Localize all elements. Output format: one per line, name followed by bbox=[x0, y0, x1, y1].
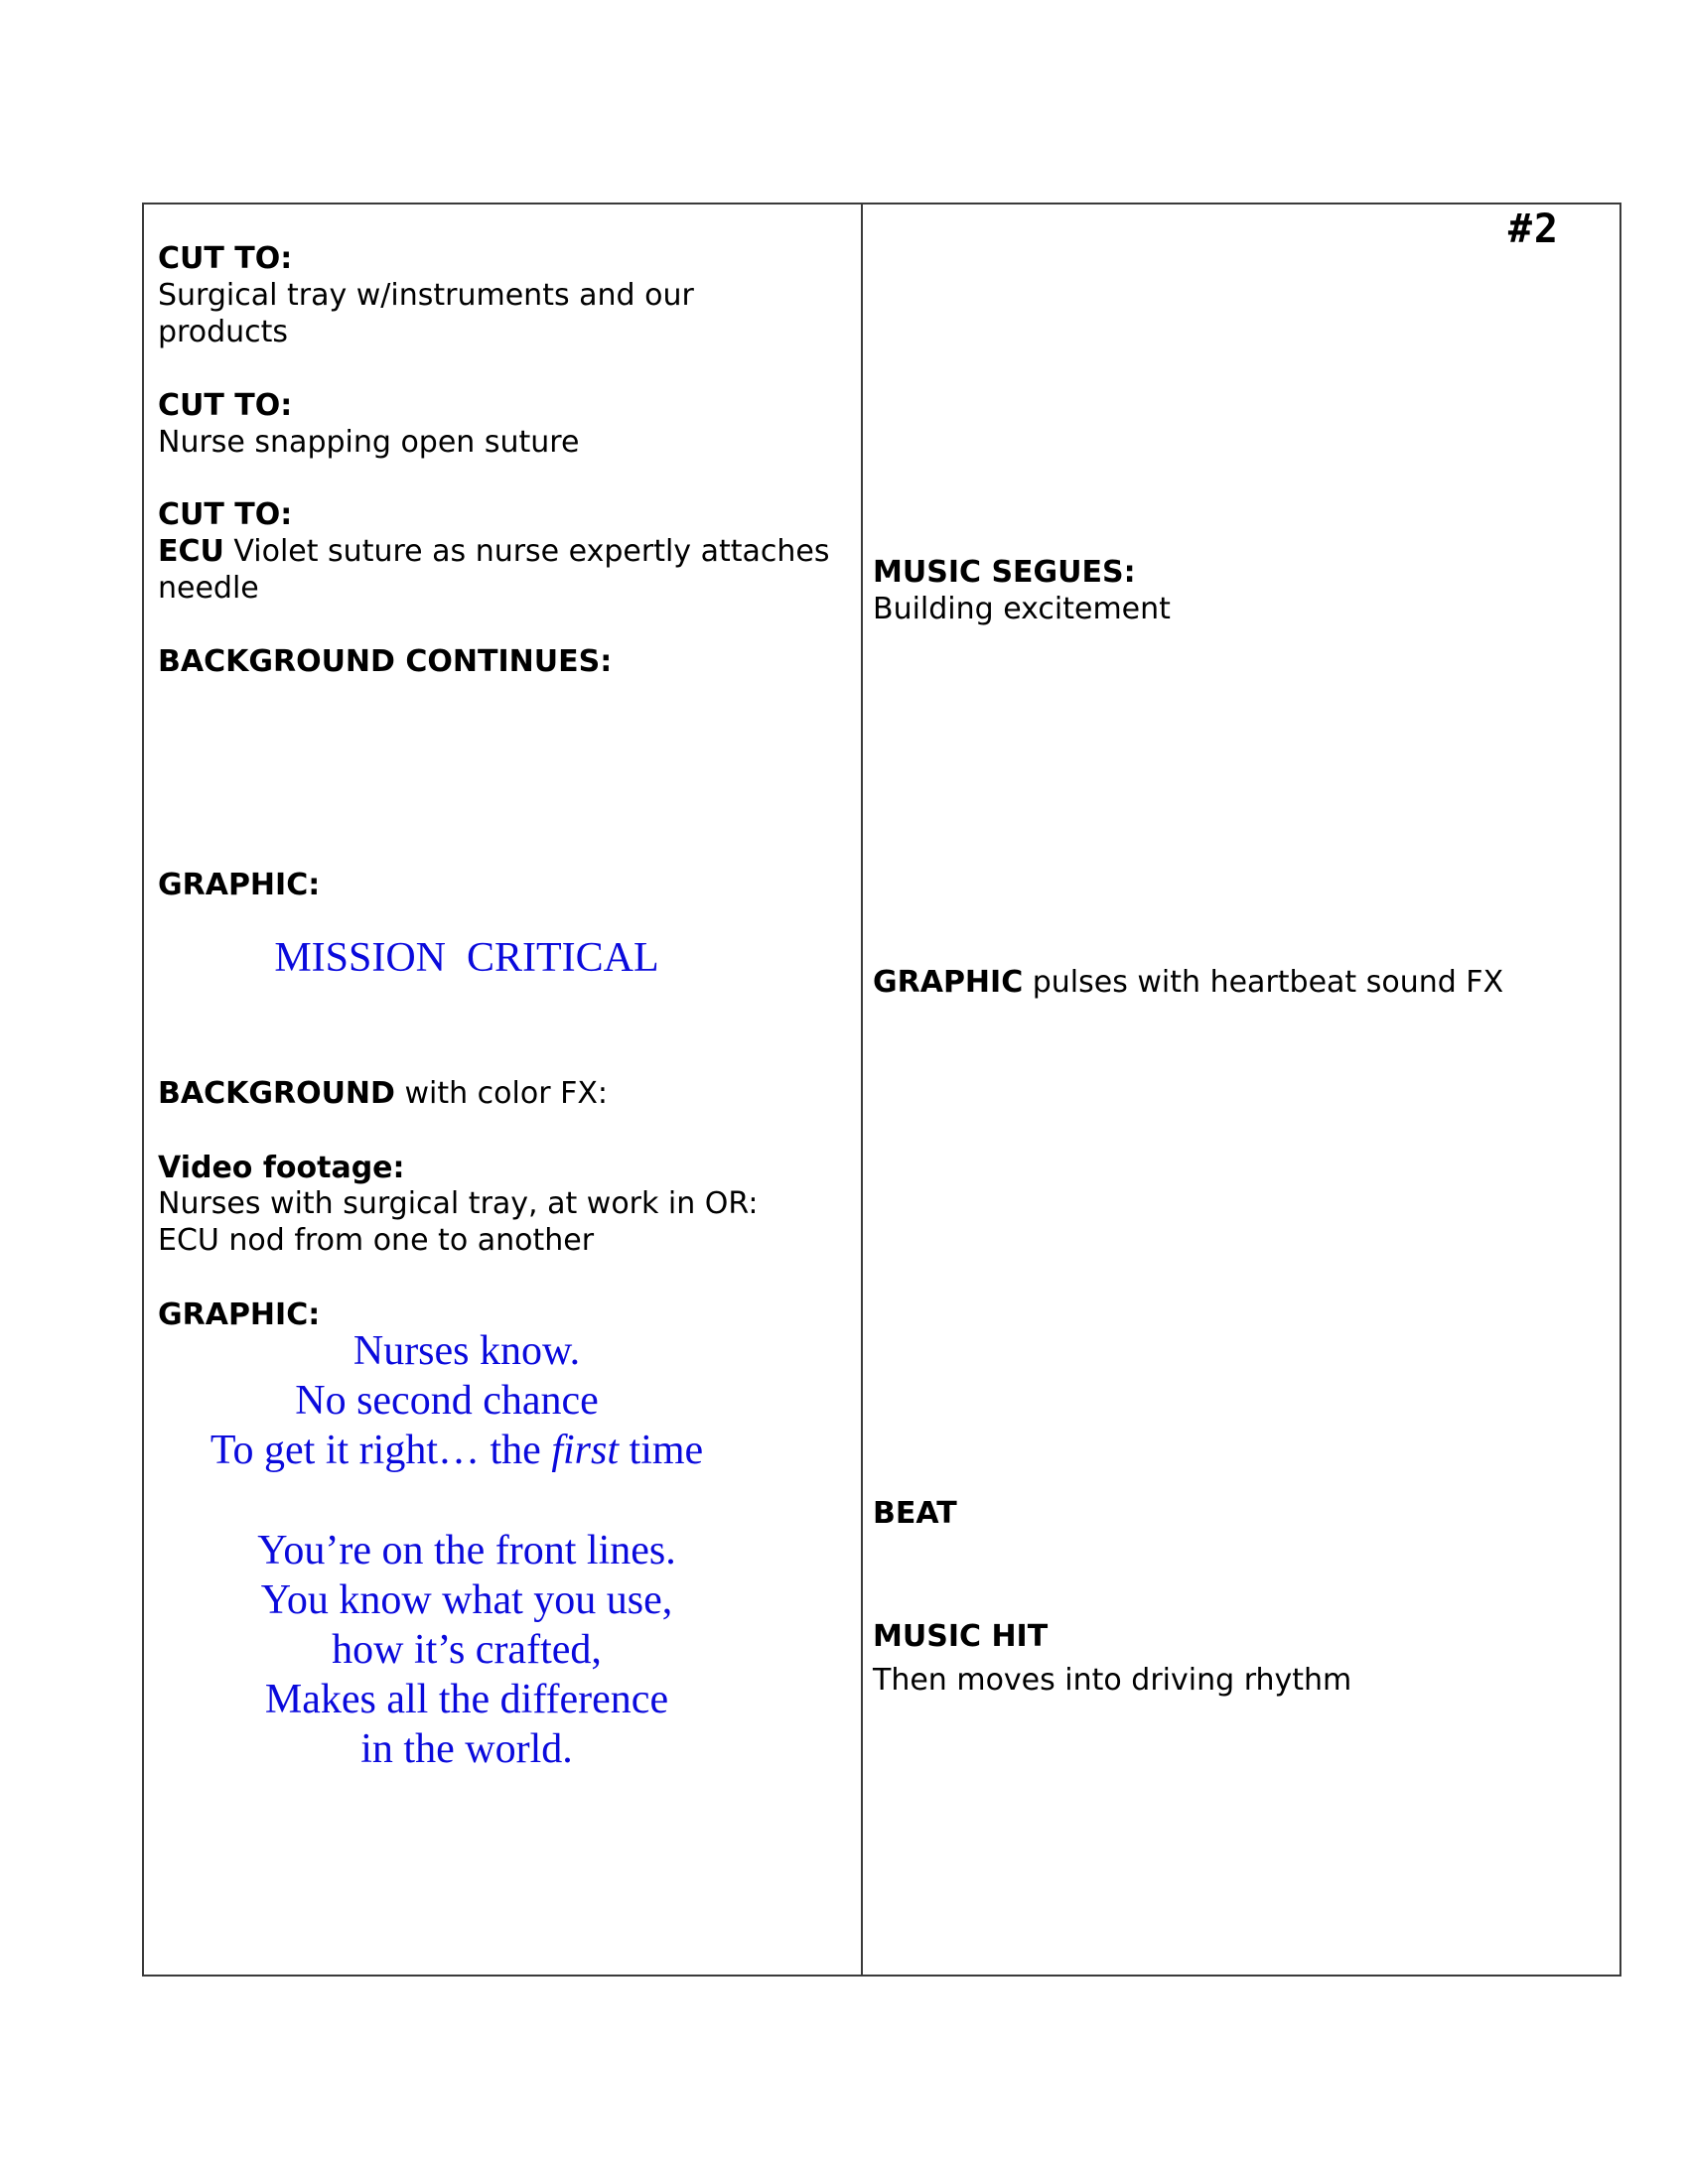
cut2-label: CUT TO: bbox=[158, 388, 293, 423]
background-fx-label: BACKGROUND bbox=[158, 1076, 395, 1111]
graphic2-line2: No second chance bbox=[295, 1378, 599, 1424]
cut1-line1: Surgical tray w/instruments and our bbox=[158, 278, 694, 313]
graphic2-line1: Nurses know. bbox=[352, 1328, 581, 1374]
script-table bbox=[142, 203, 1621, 1977]
graphic1-label: GRAPHIC: bbox=[158, 868, 321, 902]
graphic-pulses-rest: pulses with heartbeat sound FX bbox=[1023, 965, 1504, 1000]
beat-label: BEAT bbox=[873, 1496, 957, 1531]
graphic2-line3-b: time bbox=[619, 1428, 704, 1473]
graphic2-line3 bbox=[144, 1426, 770, 1476]
graphic2-line6: how it’s crafted, bbox=[332, 1627, 602, 1673]
cut1-line2: products bbox=[158, 315, 289, 349]
graphic2-line4: You’re on the front lines. bbox=[257, 1528, 676, 1573]
ecu-label: ECU bbox=[158, 534, 224, 569]
cut1-label: CUT TO: bbox=[158, 241, 293, 276]
cut3-line1 bbox=[158, 533, 829, 570]
cut3-line1-rest: Violet suture as nurse expertly attaches bbox=[223, 534, 830, 569]
footage-line1: Nurses with surgical tray, at work in OR: bbox=[158, 1186, 759, 1221]
column-divider bbox=[861, 205, 863, 1975]
cut3-label: CUT TO: bbox=[158, 497, 293, 532]
graphic-pulses bbox=[873, 964, 1503, 1001]
mission-critical-graphic: MISSION CRITICAL bbox=[274, 935, 659, 981]
page-number: #2 bbox=[1507, 206, 1560, 252]
footage-line2: ECU nod from one to another bbox=[158, 1223, 595, 1258]
graphic2-line3-a: To get it right… the bbox=[210, 1428, 552, 1473]
music-hit-text: Then moves into driving rhythm bbox=[873, 1663, 1352, 1698]
graphic2-line3-em: first bbox=[551, 1428, 620, 1473]
cut3-line2: needle bbox=[158, 571, 259, 606]
background-fx-rest: with color FX: bbox=[394, 1076, 608, 1111]
music-hit-label: MUSIC HIT bbox=[873, 1619, 1049, 1654]
graphic2-line5: You know what you use, bbox=[260, 1577, 673, 1623]
music-segues-text: Building excitement bbox=[873, 592, 1171, 626]
graphic-pulses-label: GRAPHIC bbox=[873, 965, 1024, 1000]
music-segues-label: MUSIC SEGUES: bbox=[873, 555, 1136, 590]
background-fx bbox=[158, 1075, 608, 1112]
background-continues: BACKGROUND CONTINUES: bbox=[158, 644, 613, 679]
graphic2-line8: in the world. bbox=[360, 1726, 573, 1772]
footage-label: Video footage: bbox=[158, 1151, 405, 1185]
graphic2-line7: Makes all the difference bbox=[264, 1677, 669, 1722]
cut2-line1: Nurse snapping open suture bbox=[158, 425, 580, 460]
graphic2-label: GRAPHIC: bbox=[158, 1297, 321, 1332]
